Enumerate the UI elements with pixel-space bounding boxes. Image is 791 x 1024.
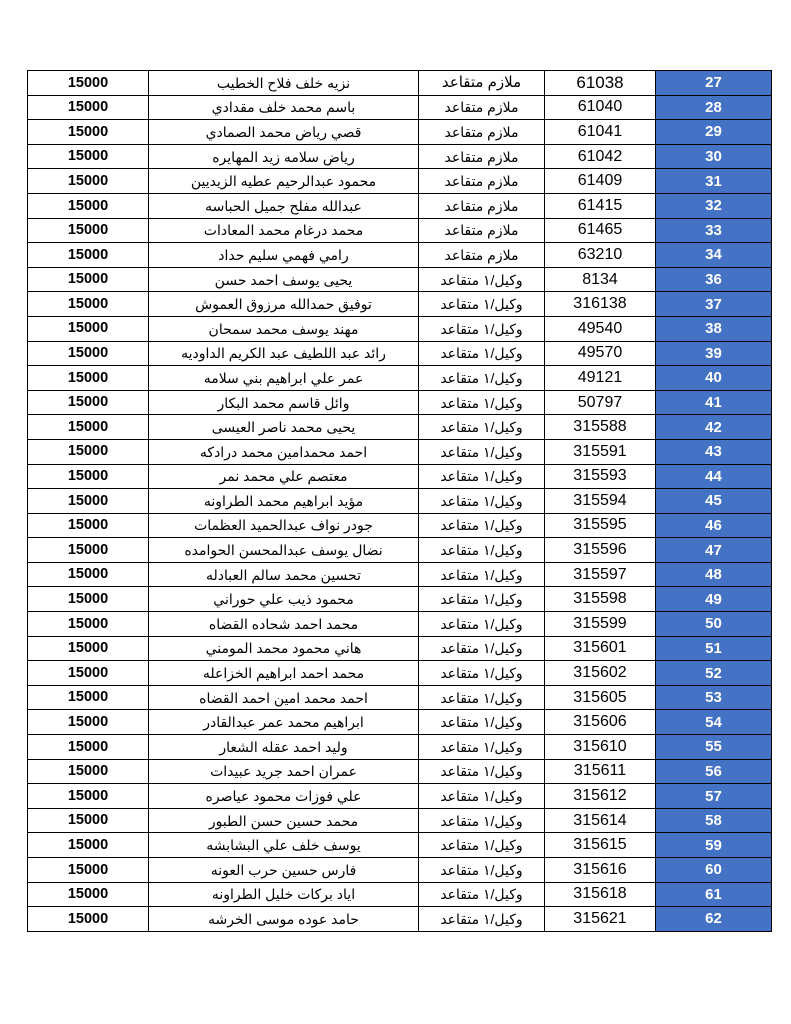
table-row	[28, 759, 772, 784]
name-cell: محمود عبدالرحيم عطيه الزيديين	[149, 169, 419, 194]
id-number-cell: 61038	[545, 71, 656, 96]
amount-cell: 15000	[28, 784, 149, 809]
table-row	[28, 267, 772, 292]
rank-cell: ملازم متقاعد	[419, 144, 545, 169]
sequence-number-cell: 56	[656, 759, 772, 784]
name-cell: يوسف خلف علي البشابشه	[149, 833, 419, 858]
id-number-cell: 61041	[545, 120, 656, 145]
sequence-number-cell: 50	[656, 612, 772, 637]
rank-cell: وكيل/١ متقاعد	[419, 390, 545, 415]
id-number-cell: 315601	[545, 636, 656, 661]
sequence-number-cell: 41	[656, 390, 772, 415]
id-number-cell: 315612	[545, 784, 656, 809]
amount-cell: 15000	[28, 341, 149, 366]
sequence-number-cell: 40	[656, 366, 772, 391]
id-number-cell: 315588	[545, 415, 656, 440]
table-row	[28, 562, 772, 587]
sequence-number-cell: 44	[656, 464, 772, 489]
table-row	[28, 366, 772, 391]
amount-cell: 15000	[28, 612, 149, 637]
id-number-cell: 315614	[545, 808, 656, 833]
rank-cell: وكيل/١ متقاعد	[419, 538, 545, 563]
table-row	[28, 833, 772, 858]
rank-cell: وكيل/١ متقاعد	[419, 907, 545, 932]
sequence-number-cell: 32	[656, 193, 772, 218]
amount-cell: 15000	[28, 685, 149, 710]
name-cell: رائد عبد اللطيف عبد الكريم الداوديه	[149, 341, 419, 366]
rank-cell: وكيل/١ متقاعد	[419, 636, 545, 661]
sequence-number-cell: 37	[656, 292, 772, 317]
id-number-cell: 315595	[545, 513, 656, 538]
amount-cell: 15000	[28, 808, 149, 833]
table-row	[28, 193, 772, 218]
id-number-cell: 315594	[545, 489, 656, 514]
table-row	[28, 513, 772, 538]
table-row	[28, 169, 772, 194]
sequence-number-cell: 62	[656, 907, 772, 932]
amount-cell: 15000	[28, 316, 149, 341]
id-number-cell: 61415	[545, 193, 656, 218]
rank-cell: وكيل/١ متقاعد	[419, 833, 545, 858]
id-number-cell: 315602	[545, 661, 656, 686]
id-number-cell: 49121	[545, 366, 656, 391]
id-number-cell: 8134	[545, 267, 656, 292]
sequence-number-cell: 38	[656, 316, 772, 341]
name-cell: مهند يوسف محمد سمحان	[149, 316, 419, 341]
name-cell: اياد بركات خليل الطراونه	[149, 882, 419, 907]
name-cell: حامد عوده موسى الخرشه	[149, 907, 419, 932]
name-cell: تحسين محمد سالم العبادله	[149, 562, 419, 587]
table-row	[28, 95, 772, 120]
id-number-cell: 61040	[545, 95, 656, 120]
amount-cell: 15000	[28, 562, 149, 587]
amount-cell: 15000	[28, 858, 149, 883]
sequence-number-cell: 28	[656, 95, 772, 120]
name-cell: ابراهيم محمد عمر عبدالقادر	[149, 710, 419, 735]
rank-cell: وكيل/١ متقاعد	[419, 341, 545, 366]
table-row	[28, 784, 772, 809]
table-row	[28, 439, 772, 464]
name-cell: توفيق حمدالله مرزوق العموش	[149, 292, 419, 317]
rank-cell: وكيل/١ متقاعد	[419, 685, 545, 710]
sequence-number-cell: 31	[656, 169, 772, 194]
sequence-number-cell: 49	[656, 587, 772, 612]
name-cell: احمد محمد امين احمد القضاه	[149, 685, 419, 710]
id-number-cell: 315606	[545, 710, 656, 735]
table-row	[28, 882, 772, 907]
table-row	[28, 316, 772, 341]
amount-cell: 15000	[28, 710, 149, 735]
id-number-cell: 63210	[545, 243, 656, 268]
sequence-number-cell: 39	[656, 341, 772, 366]
table-row	[28, 243, 772, 268]
id-number-cell: 50797	[545, 390, 656, 415]
amount-cell: 15000	[28, 464, 149, 489]
sequence-number-cell: 47	[656, 538, 772, 563]
table-row	[28, 144, 772, 169]
rank-cell: ملازم متقاعد	[419, 193, 545, 218]
amount-cell: 15000	[28, 120, 149, 145]
amount-cell: 15000	[28, 907, 149, 932]
amount-cell: 15000	[28, 243, 149, 268]
name-cell: وليد احمد عقله الشعار	[149, 735, 419, 760]
rank-cell: وكيل/١ متقاعد	[419, 612, 545, 637]
table-row	[28, 341, 772, 366]
rank-cell: ملازم متقاعد	[419, 71, 545, 96]
sequence-number-cell: 51	[656, 636, 772, 661]
name-cell: عبدالله مفلح جميل الحباسه	[149, 193, 419, 218]
name-cell: نضال يوسف عبدالمحسن الحوامده	[149, 538, 419, 563]
amount-cell: 15000	[28, 759, 149, 784]
amount-cell: 15000	[28, 538, 149, 563]
rank-cell: ملازم متقاعد	[419, 169, 545, 194]
id-number-cell: 315616	[545, 858, 656, 883]
name-cell: جودر نواف عبدالحميد العظمات	[149, 513, 419, 538]
rank-cell: وكيل/١ متقاعد	[419, 858, 545, 883]
rank-cell: وكيل/١ متقاعد	[419, 292, 545, 317]
id-number-cell: 315611	[545, 759, 656, 784]
name-cell: باسم محمد خلف مقدادي	[149, 95, 419, 120]
amount-cell: 15000	[28, 169, 149, 194]
sequence-number-cell: 60	[656, 858, 772, 883]
name-cell: علي فوزات محمود عياصره	[149, 784, 419, 809]
table-row	[28, 907, 772, 932]
id-number-cell: 315598	[545, 587, 656, 612]
sequence-number-cell: 57	[656, 784, 772, 809]
sequence-number-cell: 30	[656, 144, 772, 169]
rank-cell: وكيل/١ متقاعد	[419, 489, 545, 514]
table-row	[28, 415, 772, 440]
name-cell: يحيى يوسف احمد حسن	[149, 267, 419, 292]
name-cell: محمد احمد ابراهيم الخزاعله	[149, 661, 419, 686]
rank-cell: وكيل/١ متقاعد	[419, 316, 545, 341]
amount-cell: 15000	[28, 439, 149, 464]
name-cell: محمد احمد شحاده القضاه	[149, 612, 419, 637]
id-number-cell: 315610	[545, 735, 656, 760]
amount-cell: 15000	[28, 513, 149, 538]
amount-cell: 15000	[28, 71, 149, 96]
rank-cell: وكيل/١ متقاعد	[419, 784, 545, 809]
amount-cell: 15000	[28, 735, 149, 760]
rank-cell: وكيل/١ متقاعد	[419, 661, 545, 686]
roster-table-body	[28, 71, 772, 932]
sequence-number-cell: 46	[656, 513, 772, 538]
rank-cell: وكيل/١ متقاعد	[419, 513, 545, 538]
sequence-number-cell: 42	[656, 415, 772, 440]
id-number-cell: 49540	[545, 316, 656, 341]
sequence-number-cell: 33	[656, 218, 772, 243]
id-number-cell: 49570	[545, 341, 656, 366]
table-row	[28, 71, 772, 96]
table-row	[28, 612, 772, 637]
sequence-number-cell: 55	[656, 735, 772, 760]
amount-cell: 15000	[28, 95, 149, 120]
rank-cell: وكيل/١ متقاعد	[419, 366, 545, 391]
sequence-number-cell: 27	[656, 71, 772, 96]
rank-cell: وكيل/١ متقاعد	[419, 267, 545, 292]
id-number-cell: 61409	[545, 169, 656, 194]
table-row	[28, 390, 772, 415]
rank-cell: وكيل/١ متقاعد	[419, 735, 545, 760]
sequence-number-cell: 52	[656, 661, 772, 686]
amount-cell: 15000	[28, 833, 149, 858]
name-cell: هاني محمود محمد المومني	[149, 636, 419, 661]
name-cell: عمر علي ابراهيم بني سلامه	[149, 366, 419, 391]
rank-cell: ملازم متقاعد	[419, 95, 545, 120]
name-cell: وائل قاسم محمد البكار	[149, 390, 419, 415]
id-number-cell: 61042	[545, 144, 656, 169]
table-row	[28, 661, 772, 686]
id-number-cell: 315591	[545, 439, 656, 464]
amount-cell: 15000	[28, 390, 149, 415]
table-row	[28, 710, 772, 735]
amount-cell: 15000	[28, 267, 149, 292]
table-row	[28, 292, 772, 317]
amount-cell: 15000	[28, 882, 149, 907]
rank-cell: وكيل/١ متقاعد	[419, 882, 545, 907]
sequence-number-cell: 59	[656, 833, 772, 858]
amount-cell: 15000	[28, 366, 149, 391]
table-row	[28, 489, 772, 514]
id-number-cell: 315618	[545, 882, 656, 907]
name-cell: معتصم علي محمد نمر	[149, 464, 419, 489]
rank-cell: وكيل/١ متقاعد	[419, 562, 545, 587]
name-cell: مؤيد ابراهيم محمد الطراونه	[149, 489, 419, 514]
amount-cell: 15000	[28, 415, 149, 440]
table-row	[28, 808, 772, 833]
table-row	[28, 464, 772, 489]
amount-cell: 15000	[28, 193, 149, 218]
id-number-cell: 315621	[545, 907, 656, 932]
id-number-cell: 315605	[545, 685, 656, 710]
table-row	[28, 538, 772, 563]
id-number-cell: 315599	[545, 612, 656, 637]
sequence-number-cell: 53	[656, 685, 772, 710]
sequence-number-cell: 36	[656, 267, 772, 292]
table-row	[28, 858, 772, 883]
name-cell: محمد درغام محمد المعادات	[149, 218, 419, 243]
rank-cell: وكيل/١ متقاعد	[419, 439, 545, 464]
rank-cell: وكيل/١ متقاعد	[419, 587, 545, 612]
sequence-number-cell: 54	[656, 710, 772, 735]
name-cell: يحيى محمد ناصر العيسى	[149, 415, 419, 440]
name-cell: نزيه خلف فلاح الخطيب	[149, 71, 419, 96]
table-row	[28, 735, 772, 760]
roster-table	[27, 70, 772, 932]
rank-cell: ملازم متقاعد	[419, 120, 545, 145]
amount-cell: 15000	[28, 636, 149, 661]
rank-cell: ملازم متقاعد	[419, 218, 545, 243]
table-row	[28, 685, 772, 710]
amount-cell: 15000	[28, 292, 149, 317]
name-cell: قصي رياض محمد الصمادي	[149, 120, 419, 145]
table-row	[28, 636, 772, 661]
id-number-cell: 315593	[545, 464, 656, 489]
sequence-number-cell: 43	[656, 439, 772, 464]
id-number-cell: 315597	[545, 562, 656, 587]
name-cell: احمد محمدامين محمد درادكه	[149, 439, 419, 464]
amount-cell: 15000	[28, 144, 149, 169]
sequence-number-cell: 61	[656, 882, 772, 907]
id-number-cell: 315615	[545, 833, 656, 858]
rank-cell: وكيل/١ متقاعد	[419, 759, 545, 784]
table-row	[28, 218, 772, 243]
name-cell: فارس حسين حرب العونه	[149, 858, 419, 883]
name-cell: محمد حسين حسن الطبور	[149, 808, 419, 833]
id-number-cell: 316138	[545, 292, 656, 317]
rank-cell: وكيل/١ متقاعد	[419, 464, 545, 489]
name-cell: محمود ذيب علي حوراني	[149, 587, 419, 612]
rank-cell: وكيل/١ متقاعد	[419, 710, 545, 735]
rank-cell: وكيل/١ متقاعد	[419, 808, 545, 833]
id-number-cell: 315596	[545, 538, 656, 563]
name-cell: عمران احمد جريد عبيدات	[149, 759, 419, 784]
rank-cell: وكيل/١ متقاعد	[419, 415, 545, 440]
id-number-cell: 61465	[545, 218, 656, 243]
table-row	[28, 120, 772, 145]
amount-cell: 15000	[28, 489, 149, 514]
name-cell: رياض سلامه زيد المهايره	[149, 144, 419, 169]
amount-cell: 15000	[28, 661, 149, 686]
rank-cell: ملازم متقاعد	[419, 243, 545, 268]
sequence-number-cell: 45	[656, 489, 772, 514]
table-row	[28, 587, 772, 612]
name-cell: رامي فهمي سليم حداد	[149, 243, 419, 268]
amount-cell: 15000	[28, 218, 149, 243]
sequence-number-cell: 34	[656, 243, 772, 268]
amount-cell: 15000	[28, 587, 149, 612]
sequence-number-cell: 48	[656, 562, 772, 587]
sequence-number-cell: 58	[656, 808, 772, 833]
sequence-number-cell: 29	[656, 120, 772, 145]
